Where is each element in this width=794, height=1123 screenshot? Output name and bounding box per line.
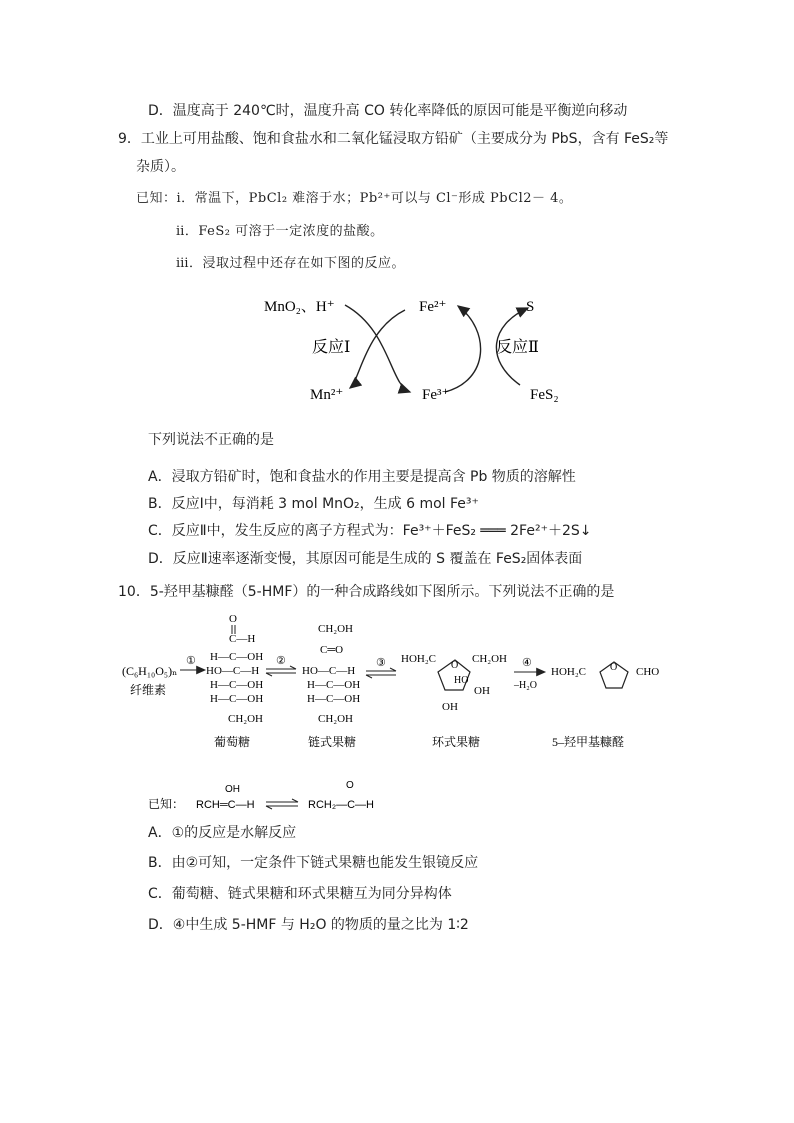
glucose-name: 葡萄糖 xyxy=(214,735,251,749)
cyclic-left: HOH₂C xyxy=(401,653,437,665)
fructose-row3: H—C—OH xyxy=(307,693,361,705)
fructose-bottom: CH₂OH xyxy=(318,713,354,725)
q9-known-iii: ⅲ．浸取过程中还存在如下图的反应。 xyxy=(176,256,405,271)
s-label: S xyxy=(526,299,535,315)
glucose-top-o: O xyxy=(229,613,237,625)
cyclic-oh-right: OH xyxy=(474,685,490,697)
known-label: 已知： xyxy=(148,797,185,811)
q9-option-c: C．反应Ⅱ中，发生反应的离子方程式为：Fe³⁺＋FeS₂ ═══ 2Fe²⁺＋2S↓ xyxy=(148,523,592,539)
known-right-o: O xyxy=(346,780,354,791)
q10-option-a: A．①的反应是水解反应 xyxy=(148,825,297,841)
chain-fructose-name: 链式果糖 xyxy=(308,735,357,749)
fructose-co: C═O xyxy=(320,644,344,656)
q9-known-i: 已知：ⅰ．常温下，PbCl₂ 难溶于水；Pb²⁺可以与 Cl⁻形成 PbCl2－ 4。 xyxy=(136,191,573,206)
hmf-right: CHO xyxy=(636,666,660,678)
step4-minus-h2o: –H₂O xyxy=(514,680,537,691)
known-left: RCH═C—H xyxy=(196,799,255,811)
fe2-label: Fe²⁺ xyxy=(419,299,447,315)
q9-stem-line2: 杂质）。 xyxy=(136,159,185,175)
cyclic-ho: HO xyxy=(454,675,469,686)
q9-question: 下列说法不正确的是 xyxy=(148,432,274,448)
glucose-bottom: CH₂OH xyxy=(228,713,264,725)
glucose-row3: H—C—OH xyxy=(210,679,264,691)
furan-ring-o: O xyxy=(610,662,618,673)
fructose-row2: H—C—OH xyxy=(307,679,361,691)
hmf-name: 5–羟甲基糠醛 xyxy=(552,735,625,749)
cyclic-ring-o: O xyxy=(451,660,459,671)
glucose-cho: C—H xyxy=(229,633,256,645)
glucose-row1: H—C—OH xyxy=(210,651,264,663)
mno2-h-label: MnO₂、H⁺ xyxy=(264,299,335,315)
q8-option-d: D．温度高于 240℃时，温度升高 CO 转化率降低的原因可能是平衡逆向移动 xyxy=(148,103,628,119)
q9-stem-line1: 9．工业上可用盐酸、饱和食盐水和二氧化锰浸取方铅矿（主要成分为 PbS，含有 FeS₂等 xyxy=(118,131,669,147)
q9-option-d: D．反应Ⅱ速率逐渐变慢，其原因可能是生成的 S 覆盖在 FeS₂固体表面 xyxy=(148,551,583,567)
q10-option-c: C．葡萄糖、链式果糖和环式果糖互为同分异构体 xyxy=(148,886,452,902)
fructose-row1: HO—C—H xyxy=(302,665,356,677)
step3-label: ③ xyxy=(376,657,386,669)
fructose-top: CH₂OH xyxy=(318,623,354,635)
cyclic-fructose-name: 环式果糖 xyxy=(432,735,481,749)
known-left-oh: OH xyxy=(225,784,240,795)
q9-option-b: B．反应Ⅰ中，每消耗 3 mol MnO₂，生成 6 mol Fe³⁺ xyxy=(148,496,479,512)
mn2-label: Mn²⁺ xyxy=(310,387,344,403)
known-right: RCH₂—C—H xyxy=(308,799,374,811)
cyclic-right: CH₂OH xyxy=(472,653,508,665)
q9-option-a: A．浸取方铅矿时，饱和食盐水的作用主要是提高含 Pb 物质的溶解性 xyxy=(148,469,576,485)
step2-label: ② xyxy=(276,655,286,667)
cellulose-name: 纤维素 xyxy=(130,683,167,697)
reaction1-label: 反应Ⅰ xyxy=(312,339,351,356)
hmf-left: HOH₂C xyxy=(551,666,587,678)
reaction2-label: 反应Ⅱ xyxy=(496,339,539,356)
cellulose-formula: (C₆H₁₀O₅)ₙ xyxy=(122,664,178,678)
q9-known-ii: ⅱ．FeS₂ 可溶于一定浓度的盐酸。 xyxy=(176,224,384,239)
q10-option-b: B．由②可知，一定条件下链式果糖也能发生银镜反应 xyxy=(148,855,479,871)
glucose-row4: H—C—OH xyxy=(210,693,264,705)
step1-label: ① xyxy=(186,655,196,667)
fes2-label: FeS₂ xyxy=(530,387,559,403)
q10-option-d: D．④中生成 5-HMF 与 H₂O 的物质的量之比为 1∶2 xyxy=(148,917,469,933)
fe3-label: Fe³⁺ xyxy=(422,387,450,403)
glucose-row2: HO—C—H xyxy=(206,665,260,677)
q10-stem: 10．5-羟甲基糠醛（5-HMF）的一种合成路线如下图所示。下列说法不正确的是 xyxy=(118,584,615,600)
step4-label: ④ xyxy=(522,657,532,669)
cyclic-oh-bottom: OH xyxy=(442,701,458,713)
